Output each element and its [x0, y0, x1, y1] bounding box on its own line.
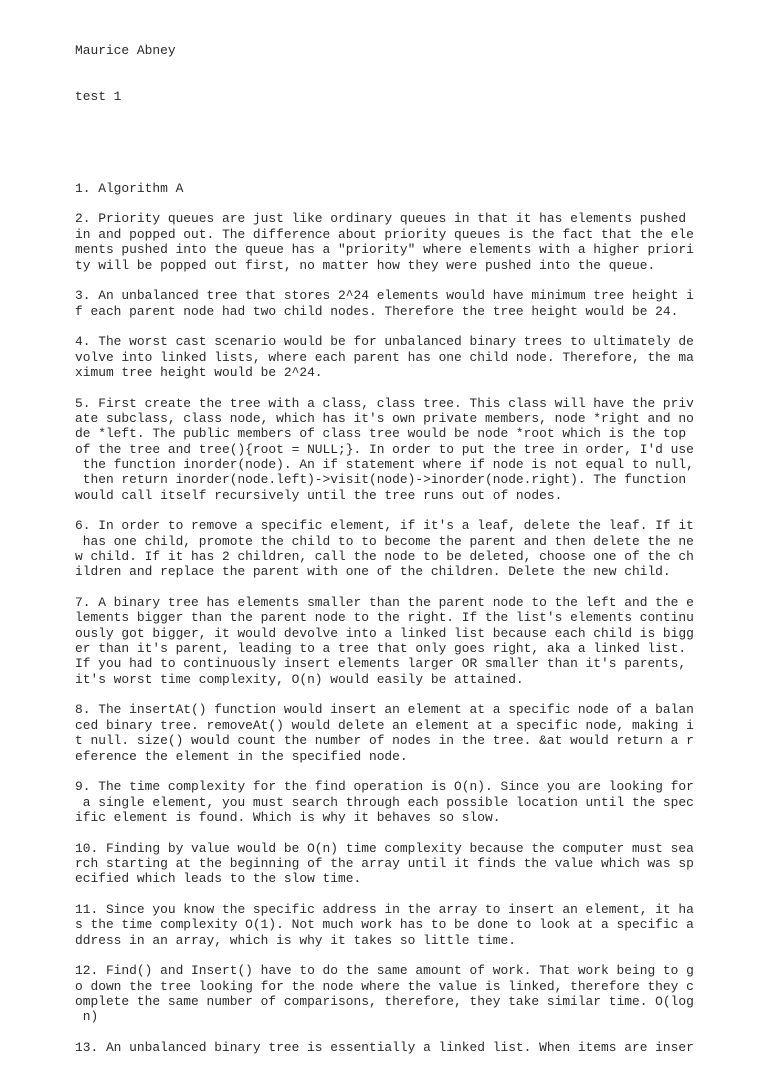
answer-6 — [75, 518, 755, 579]
answer-line: ced binary tree. removeAt() would delete an element at a specific node, making i — [75, 717, 694, 733]
answer-line: ate subclass, class node, which has it's own private members, node *right and no — [75, 410, 694, 426]
answer-line: de *left. The public members of class tree would be node *root which is the top — [75, 426, 687, 442]
answer-line: omplete the same number of comparisons, therefore, they take similar time. O(log — [75, 994, 694, 1009]
answer-line: ments pushed into the queue has a "priority" where elements with a higher priori — [75, 242, 694, 258]
answer-5 — [75, 396, 755, 503]
answer-line: ximum tree height would be 2^24. — [75, 364, 323, 380]
answer-line: lements bigger than the parent node to the right. If the list's elements continu — [75, 610, 694, 626]
answer-line: 8. The insertAt() function would insert an element at a specific node of a balan — [75, 702, 694, 718]
answer-line: w child. If it has 2 children, call the node to be deleted, choose one of the ch — [75, 549, 694, 565]
paragraph-gap — [75, 273, 755, 288]
answer-line: 6. In order to remove a specific element, if it's a leaf, delete the leaf. If it — [75, 518, 694, 534]
paragraph-gap — [75, 887, 755, 902]
document-text — [75, 12, 755, 1086]
answer-line: has one child, promote the child to to become the parent and then delete the ne — [75, 533, 694, 549]
answer-line: t null. size() would count the number of nodes in the tree. &at would return a r — [75, 733, 694, 749]
paragraph-gap — [75, 948, 755, 963]
paragraph-gap — [75, 580, 755, 595]
answer-line: s the time complexity O(1). Not much work has to be done to look at a specific a — [75, 917, 694, 933]
answer-line: a single element, you must search through each possible location until the spec — [75, 794, 694, 810]
answer-8 — [75, 702, 755, 763]
answer-line: 13. An unbalanced binary tree is essentially a linked list. When items are inser — [75, 1040, 694, 1056]
author-name: Maurice Abney — [75, 42, 176, 58]
answer-line: ously got bigger, it would devolve into a linked list because each child is bigg — [75, 625, 694, 641]
answer-1 — [75, 181, 755, 196]
answer-line: 3. An unbalanced tree that stores 2^24 elements would have minimum tree height i — [75, 288, 694, 304]
answer-line: 9. The time complexity for the find operation is O(n). Since you are looking for — [75, 779, 694, 795]
paragraph-gap — [75, 380, 755, 395]
answer-line: 7. A binary tree has elements smaller than the parent node to the left and the e — [75, 595, 694, 611]
paragraph-gap — [75, 319, 755, 334]
answer-line: ildren and replace the parent with one of the children. Delete the new child. — [75, 564, 671, 580]
answer-2 — [75, 211, 755, 272]
answer-10 — [75, 841, 755, 887]
answer-13 — [75, 1040, 755, 1055]
answer-line: volve into linked lists, where each parent has one child node. Therefore, the ma — [75, 349, 694, 365]
answer-line: 10. Finding by value would be O(n) time complexity because the computer must sea — [75, 840, 694, 856]
answer-line: the function inorder(node). An if statement where if node is not equal to null, — [75, 456, 694, 472]
answer-line: then return inorder(node.left)->visit(node)->inorder(node.right). The function — [75, 472, 687, 488]
answer-line: 12. Find() and Insert() have to do the same amount of work. That work being to g — [75, 963, 694, 979]
answer-line: n) — [75, 1009, 99, 1025]
answer-line: ddress in an array, which is why it takes so little time. — [75, 932, 516, 948]
answer-12 — [75, 963, 755, 1024]
answer-line: ific element is found. Which is why it behaves so slow. — [75, 809, 501, 825]
answer-line: If you had to continuously insert elements larger OR smaller than it's parents, — [75, 656, 687, 672]
paragraph-gap — [75, 135, 755, 150]
answer-list — [75, 181, 755, 1056]
document-title: test 1 — [75, 88, 122, 104]
answer-line: er than it's parent, leading to a tree that only goes right, aka a linked list. — [75, 641, 687, 657]
answer-line: 4. The worst cast scenario would be for unbalanced binary trees to ultimately de — [75, 334, 694, 350]
answer-line: 5. First create the tree with a class, class tree. This class will have the priv — [75, 395, 694, 411]
paragraph-gap — [75, 1025, 755, 1040]
answer-11 — [75, 902, 755, 948]
paragraph-gap — [75, 825, 755, 840]
answer-line: 1. Algorithm A — [75, 180, 184, 196]
paragraph-gap — [75, 196, 755, 211]
answer-line: ty will be popped out first, no matter how they were pushed into the queue. — [75, 257, 656, 273]
answer-9 — [75, 779, 755, 825]
answer-4 — [75, 334, 755, 380]
answer-line: f each parent node had two child nodes. Therefore the tree height would be 24. — [75, 303, 679, 319]
answer-line: 11. Since you know the specific address in the array to insert an element, it ha — [75, 901, 694, 917]
answer-line: would call itself recursively until the tree runs out of nodes. — [75, 487, 563, 503]
paragraph-gap — [75, 687, 755, 702]
answer-line: eference the element in the specified node. — [75, 748, 408, 764]
answer-line: o down the tree looking for the node where the value is linked, therefore they c — [75, 978, 694, 994]
answer-7 — [75, 595, 755, 687]
answer-line: rch starting at the beginning of the array until it finds the value which was sp — [75, 855, 694, 871]
answer-line: of the tree and tree(){root = NULL;}. In order to put the tree in order, I'd use — [75, 441, 694, 457]
answer-line: ecified which leads to the slow time. — [75, 871, 362, 887]
answer-line: it's worst time complexity, O(n) would easily be attained. — [75, 671, 524, 687]
answer-3 — [75, 288, 755, 319]
paragraph-gap — [75, 503, 755, 518]
answer-line: 2. Priority queues are just like ordinary queues in that it has elements pushed — [75, 211, 687, 227]
paragraph-gap — [75, 764, 755, 779]
answer-line: in and popped out. The difference about priority queues is the fact that the ele — [75, 226, 694, 242]
